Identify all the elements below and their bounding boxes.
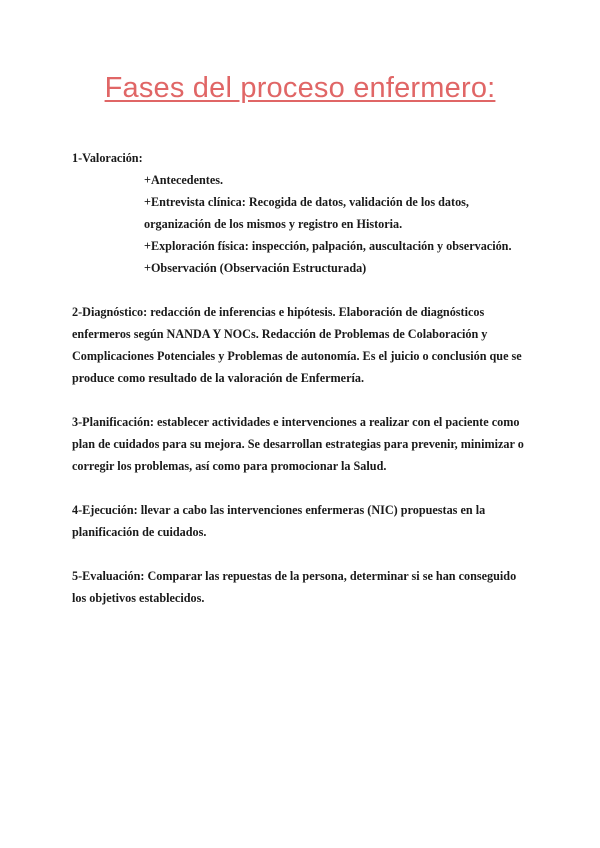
section-valoracion-heading: 1-Valoración: — [72, 151, 143, 165]
section-diagnostico: 2-Diagnóstico: redacción de inferencias e hipótesis. Elaboración de diagnósticos enfermeros según NANDA Y NOCs. Redacción de Problemas de Colaboración y Complicaciones Potenciales y Problemas de autonomía. Es el juicio o conclusión que se produce como resultado de la valoración de Enfermería. — [72, 305, 522, 385]
list-item-observacion: +Observación (Observación Estructurada) — [144, 261, 367, 275]
list-item-antecedentes: +Antecedentes. — [144, 173, 224, 187]
section-planificacion: 3-Planificación: establecer actividades e intervenciones a realizar con el paciente como plan de cuidados para su mejora. Se desarrollan estrategias para prevenir, minimizar o corregir los problemas, así como para promocionar la Salud. — [72, 415, 524, 473]
list-item-entrevista-cont: organización de los mismos y registro en Historia. — [144, 217, 403, 231]
section-valoracion-list — [144, 169, 524, 279]
section-evaluacion: 5-Evaluación: Comparar las repuestas de la persona, determinar si se han conseguido los objetivos establecidos. — [72, 569, 517, 605]
page-title: Fases del proceso enfermero: — [104, 72, 496, 104]
section-ejecucion: 4-Ejecución: llevar a cabo las intervenciones enfermeras (NIC) propuestas en la planificación de cuidados. — [72, 503, 486, 539]
list-item-exploracion: +Exploración física: inspección, palpación, auscultación y observación. — [144, 239, 512, 253]
list-item-entrevista: +Entrevista clínica: Recogida de datos, validación de los datos, — [144, 195, 469, 209]
